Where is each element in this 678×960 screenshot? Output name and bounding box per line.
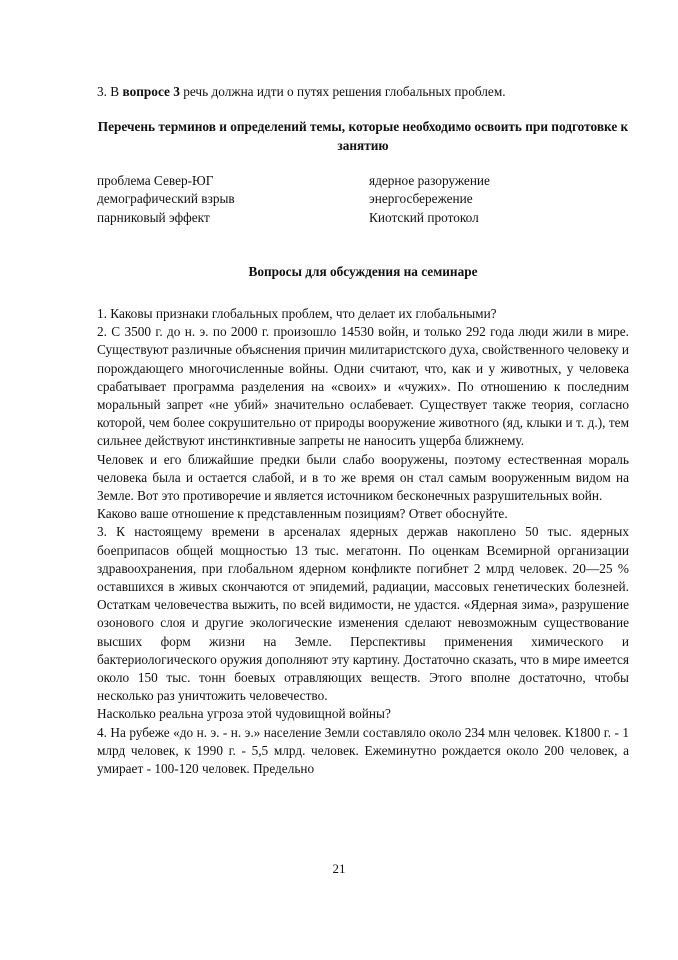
- terms-list: [97, 172, 629, 227]
- document-page: [97, 83, 629, 778]
- intro-bold: вопросе 3: [122, 84, 180, 99]
- term-right-3: Киотский протокол: [369, 209, 479, 225]
- paragraph: 1. Каковы признаки глобальных проблем, что делает их глобальными?: [97, 306, 497, 322]
- questions-section: [97, 305, 629, 778]
- term-left-2: демографический взрыв: [97, 191, 235, 207]
- paragraph: Человек и его ближайшие предки были слабо вооружены, поэтому естественная мораль человека была и остается слабой, и в то же время он стал самым вооруженным видом на Земле. Вот это противоречие и является источником бесконечных разрушительных войн.: [97, 451, 629, 504]
- term-left-3: парниковый эффект: [97, 209, 210, 225]
- paragraph: Насколько реальна угроза этой чудовищной войны?: [97, 706, 391, 722]
- term-right-1: ядерное разоружение: [369, 173, 490, 189]
- paragraph: 2. С 3500 г. до н. э. по 2000 г. произошло 14530 войн, и только 292 года люди жили в мире. Существуют различные объяснения причин милитаристского духа, свойственного человеку и порождающего многочисленные войны. Одни считают, что, как и у животных, у человека срабатывает программа разделения на «своих» и «чужих». По отношению к последним моральный запрет «не убий» значительно ослабевает. Существует также теория, согласно которой, чем более сокрушительно от природы вооружение животного (яд, клыки и т. д.), тем сильнее действуют инстинктивные запреты не наносить ущерба ближнему.: [97, 324, 629, 449]
- term-right-2: энергосбережение: [369, 191, 473, 207]
- intro-prefix: 3. В: [97, 84, 123, 99]
- intro-paragraph: [97, 83, 629, 101]
- paragraph: Каково ваше отношение к представленным позициям? Ответ обоснуйте.: [97, 506, 508, 522]
- intro-suffix: речь должна идти о путях решения глобальных проблем.: [179, 84, 506, 99]
- seminar-heading: Вопросы для обсуждения на семинаре: [248, 263, 478, 279]
- page-number: 21: [332, 861, 346, 876]
- paragraph: 3. К настоящему времени в арсеналах ядерных держав накоплено 50 тыс. ядерных боеприпасов общей мощностью 13 тыс. мегатонн. По оценкам Всемирной организации здравоохранения, при глобальном ядерном конфликте погибнет 2 млрд человек. 20—25 % оставшихся в живых скончаются от эпидемий, радиации, массовых генетических болезней. Остаткам человечества выжить, по всей видимости, не удастся. «Ядерная зима», разрушение озонового слоя и другие экологические изменения сделают невозможным существование высших форм жизни на Земле. Перспективы применения химического и бактериологического оружия дополняют эту картину. Достаточно сказать, что в мире имеется около 150 тыс. тонн боевых отравляющих веществ. Этого вполне достаточно, чтобы несколько раз уничтожить человечество.: [97, 524, 629, 704]
- terms-heading: Перечень терминов и определений темы, которые необходимо освоить при подготовке к занятию: [97, 119, 629, 153]
- term-left-1: проблема Север-ЮГ: [97, 173, 214, 189]
- paragraph: 4. На рубеже «до н. э. - н. э.» население Земли составляло около 234 млн человек. К1800 г. - 1 млрд человек, к 1990 г. - 5,5 млрд. человек. Ежеминутно рождается около 200 человек, а умирает - 100-120 человек. Предельно: [97, 724, 629, 777]
